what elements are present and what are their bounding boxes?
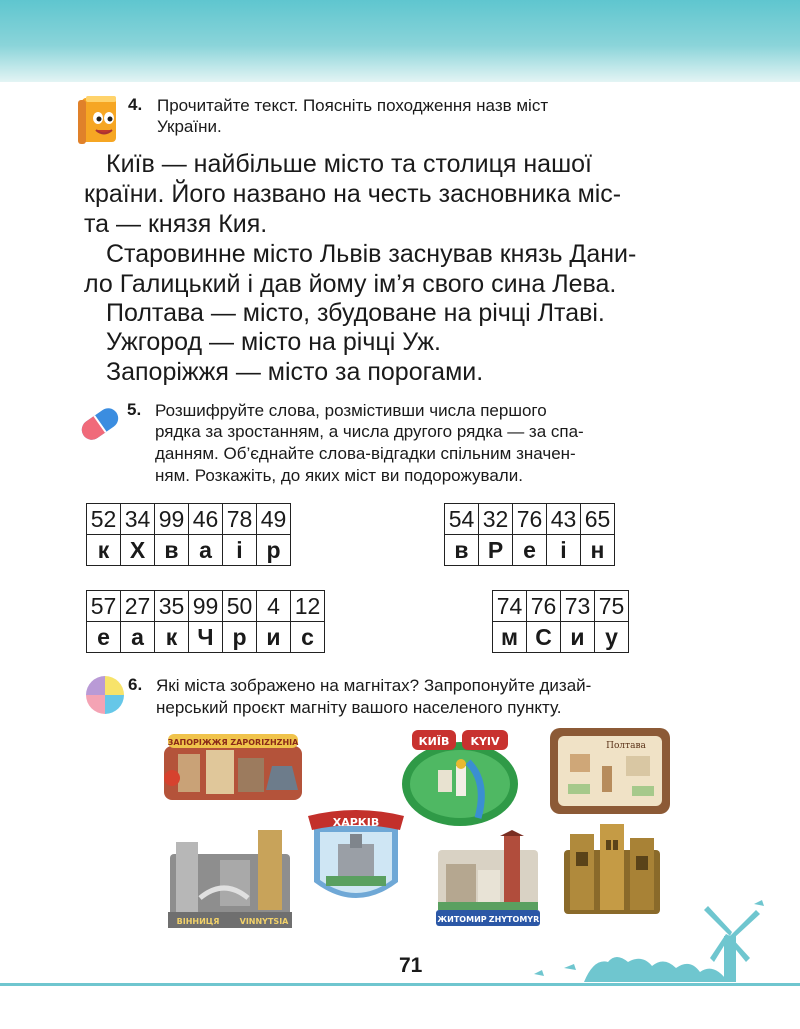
cipher-number: 99 bbox=[189, 591, 223, 622]
vinnytsia-magnet bbox=[162, 826, 298, 930]
cipher-letter: с bbox=[291, 622, 325, 653]
cipher-letter: Х bbox=[121, 535, 155, 566]
kyiv-label-en: KYIV bbox=[470, 735, 500, 748]
reading-line: Запоріжжя — місто за порогами. bbox=[106, 358, 484, 386]
cipher-letter: н bbox=[581, 535, 615, 566]
kyiv-label-ua: КИЇВ bbox=[418, 735, 450, 748]
zaporizhzhia-caption: ЗАПОРІЖЖЯ ZAPORIZHZHIA bbox=[167, 738, 299, 747]
pencil-eraser-icon bbox=[76, 402, 124, 446]
task5-line: Розшифруйте слова, розмістивши числа першого bbox=[155, 401, 547, 420]
cipher-letter: Р bbox=[479, 535, 513, 566]
reading-line: та — князя Кия. bbox=[84, 210, 268, 238]
cipher-letter: е bbox=[87, 622, 121, 653]
cipher-number: 74 bbox=[493, 591, 527, 622]
cipher-number: 43 bbox=[547, 504, 581, 535]
cipher-letter: а bbox=[189, 535, 223, 566]
cipher-letter: и bbox=[257, 622, 291, 653]
cipher-letter: і bbox=[547, 535, 581, 566]
cipher-letter: Ч bbox=[189, 622, 223, 653]
cipher-number: 99 bbox=[155, 504, 189, 535]
cipher-number: 75 bbox=[595, 591, 629, 622]
reading-line: ло Галицький і дав йому ім’я свого сина Лева. bbox=[84, 270, 617, 298]
windmill-landscape-icon bbox=[524, 896, 794, 984]
task5-line: рядка за зростанням, а числа другого рядка — за спа- bbox=[155, 422, 584, 441]
cipher-table-3 bbox=[86, 590, 325, 653]
task4-instruction-line2: України. bbox=[157, 117, 222, 136]
zaporizhzhia-magnet bbox=[158, 730, 308, 804]
reading-line: Київ — найбільше місто та столиця нашої bbox=[106, 150, 592, 178]
poltava-magnet bbox=[548, 726, 672, 816]
cipher-letter: в bbox=[445, 535, 479, 566]
cipher-number: 32 bbox=[479, 504, 513, 535]
vinnytsia-label-en: VINNYTSIA bbox=[239, 917, 289, 926]
cipher-letter: м bbox=[493, 622, 527, 653]
cipher-letter: у bbox=[595, 622, 629, 653]
color-palette-icon bbox=[84, 674, 126, 716]
reading-line: Полтава — місто, збудоване на річці Лтаві. bbox=[106, 299, 605, 327]
task4-number: 4. bbox=[128, 95, 143, 114]
cipher-number: 27 bbox=[121, 591, 155, 622]
task6-number: 6. bbox=[128, 675, 143, 694]
cipher-letter: и bbox=[561, 622, 595, 653]
cipher-number: 76 bbox=[513, 504, 547, 535]
book-character-icon bbox=[74, 92, 122, 148]
cipher-number: 73 bbox=[561, 591, 595, 622]
task6-line1: Які міста зображено на магнітах? Запропонуйте дизай- bbox=[156, 676, 592, 695]
top-banner bbox=[0, 0, 800, 82]
cipher-letter: в bbox=[155, 535, 189, 566]
cipher-letter: С bbox=[527, 622, 561, 653]
cipher-letter: і bbox=[223, 535, 257, 566]
poltava-label: Полтава bbox=[606, 741, 646, 751]
cipher-number: 65 bbox=[581, 504, 615, 535]
cipher-table-1 bbox=[86, 503, 291, 566]
task5-number: 5. bbox=[127, 400, 142, 419]
task6-line2: нерський проєкт магніту вашого населеного пункту. bbox=[156, 698, 562, 717]
cipher-table-4 bbox=[492, 590, 629, 653]
cipher-number: 54 bbox=[445, 504, 479, 535]
cipher-table-2 bbox=[444, 503, 615, 566]
cipher-letter: р bbox=[257, 535, 291, 566]
cipher-number: 12 bbox=[291, 591, 325, 622]
zhytomyr-label-ua: ЖИТОМИР bbox=[437, 915, 487, 924]
vinnytsia-label-ua: ВІННИЦЯ bbox=[176, 917, 220, 926]
kharkiv-label: ХАРКІВ bbox=[332, 816, 380, 829]
zhytomyr-label-en: ZHYTOMYR bbox=[488, 915, 540, 924]
reading-line: Ужгород — місто на річці Уж. bbox=[106, 328, 441, 356]
cipher-number: 78 bbox=[223, 504, 257, 535]
reading-line: країни. Його названо на честь засновника міс- bbox=[84, 180, 622, 208]
kyiv-magnet bbox=[398, 722, 522, 830]
cipher-number: 52 bbox=[87, 504, 121, 535]
task4-instruction-line1: Прочитайте текст. Поясніть походження назв міст bbox=[157, 96, 549, 115]
cipher-number: 35 bbox=[155, 591, 189, 622]
cipher-number: 57 bbox=[87, 591, 121, 622]
task5-line: данням. Об’єднайте слова-відгадки спільним значен- bbox=[155, 444, 576, 463]
cipher-letter: е bbox=[513, 535, 547, 566]
reading-line: Старовинне місто Львів заснував князь Дани- bbox=[106, 240, 637, 268]
cipher-letter: к bbox=[155, 622, 189, 653]
page-number: 71 bbox=[399, 954, 423, 977]
cipher-letter: а bbox=[121, 622, 155, 653]
cipher-number: 46 bbox=[189, 504, 223, 535]
cipher-number: 4 bbox=[257, 591, 291, 622]
cipher-letter: к bbox=[87, 535, 121, 566]
cipher-letter: р bbox=[223, 622, 257, 653]
cipher-number: 50 bbox=[223, 591, 257, 622]
cipher-number: 34 bbox=[121, 504, 155, 535]
kharkiv-magnet bbox=[304, 804, 408, 916]
cipher-number: 76 bbox=[527, 591, 561, 622]
task5-line: ням. Розкажіть, до яких міст ви подорожували. bbox=[155, 466, 523, 485]
cipher-number: 49 bbox=[257, 504, 291, 535]
